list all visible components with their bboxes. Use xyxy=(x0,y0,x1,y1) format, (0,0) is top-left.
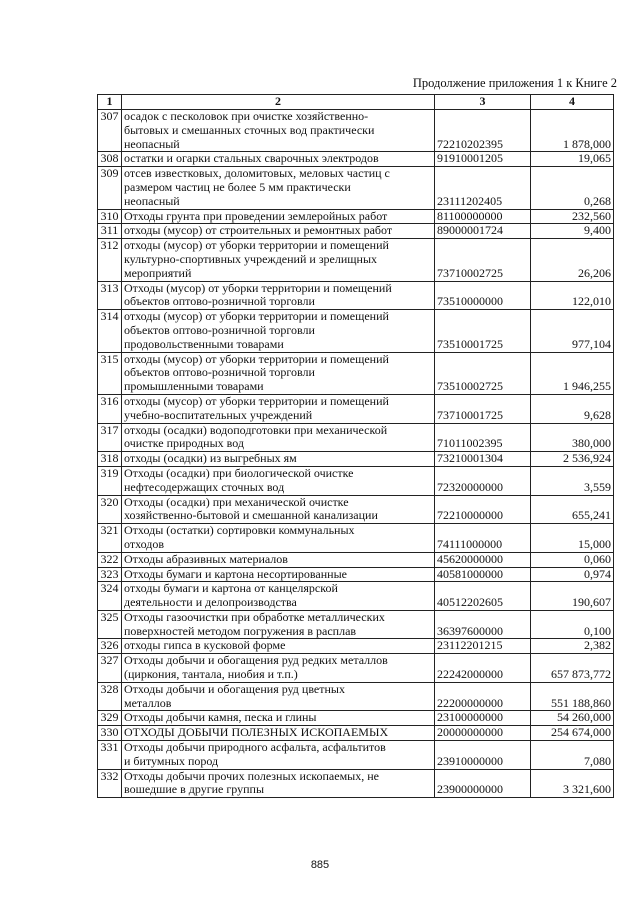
waste-name xyxy=(122,452,435,467)
waste-name xyxy=(122,769,435,798)
waste-name-line: очистке природных вод xyxy=(124,436,245,451)
table-row xyxy=(98,582,614,611)
waste-code: 73210001304 xyxy=(435,452,531,467)
waste-name xyxy=(122,310,435,352)
waste-name-line: Отходы бумаги и картона несортированные xyxy=(124,566,347,581)
row-number: 316 xyxy=(98,394,122,423)
waste-amount: 380,000 xyxy=(531,423,614,452)
waste-code: 73710002725 xyxy=(435,239,531,281)
waste-name xyxy=(122,239,435,281)
row-number: 311 xyxy=(98,224,122,239)
waste-name xyxy=(122,654,435,683)
waste-name-line: вошедшие в другие группы xyxy=(124,782,265,797)
waste-name-line: металлов xyxy=(124,695,172,710)
waste-amount: 0,974 xyxy=(531,567,614,582)
waste-name-line: отходы (мусор) от уборки территории и помещений xyxy=(124,351,389,366)
waste-name-line: Отходы (мусор) от уборки территории и помещений xyxy=(124,280,392,295)
row-number: 332 xyxy=(98,769,122,798)
waste-name-line: мероприятий xyxy=(124,265,192,280)
waste-amount: 232,560 xyxy=(531,209,614,224)
waste-name xyxy=(122,639,435,654)
waste-name-line: отходов xyxy=(124,536,165,551)
waste-name-line: Отходы добычи и обогащения руд редких металлов xyxy=(124,653,388,668)
waste-name-line: осадок с песколовок при очистке хозяйственно- xyxy=(124,109,369,123)
waste-code: 23910000000 xyxy=(435,741,531,770)
header-col-number: 1 xyxy=(98,95,122,110)
waste-amount: 977,104 xyxy=(531,310,614,352)
waste-name-line: и битумных пород xyxy=(124,753,219,768)
waste-amount: 655,241 xyxy=(531,495,614,524)
table-row xyxy=(98,394,614,423)
row-number: 331 xyxy=(98,741,122,770)
row-number: 325 xyxy=(98,610,122,639)
waste-amount: 19,065 xyxy=(531,152,614,167)
header-row xyxy=(98,95,614,110)
table-caption: Продолжение приложения 1 к Книге 2 xyxy=(412,76,617,90)
waste-name-line: ОТХОДЫ ДОБЫЧИ ПОЛЕЗНЫХ ИСКОПАЕМЫХ xyxy=(124,725,389,740)
row-number: 310 xyxy=(98,209,122,224)
row-number: 320 xyxy=(98,495,122,524)
row-number: 321 xyxy=(98,524,122,553)
table-row xyxy=(98,682,614,711)
waste-code: 45620000000 xyxy=(435,552,531,567)
row-number: 324 xyxy=(98,582,122,611)
waste-name xyxy=(122,711,435,726)
table-row xyxy=(98,495,614,524)
waste-amount: 3 321,600 xyxy=(531,769,614,798)
waste-name xyxy=(122,524,435,553)
row-number: 315 xyxy=(98,352,122,394)
row-number: 322 xyxy=(98,552,122,567)
waste-name-line: Отходы добычи прочих полезных ископаемых, не xyxy=(124,768,379,783)
row-number: 330 xyxy=(98,726,122,741)
waste-name xyxy=(122,224,435,239)
waste-name xyxy=(122,394,435,423)
row-number: 317 xyxy=(98,423,122,452)
waste-code: 91910001205 xyxy=(435,152,531,167)
waste-name xyxy=(122,466,435,495)
waste-name-line: объектов оптово-розничной торговли xyxy=(124,294,315,309)
table-row xyxy=(98,654,614,683)
waste-name xyxy=(122,741,435,770)
waste-amount: 9,400 xyxy=(531,224,614,239)
waste-amount: 1 878,000 xyxy=(531,110,614,152)
waste-amount: 26,206 xyxy=(531,239,614,281)
waste-name-line: Отходы газоочистки при обработке металлических xyxy=(124,609,385,624)
waste-amount: 15,000 xyxy=(531,524,614,553)
waste-code: 23900000000 xyxy=(435,769,531,798)
waste-name xyxy=(122,152,435,167)
waste-amount: 9,628 xyxy=(531,394,614,423)
waste-code: 73510002725 xyxy=(435,352,531,394)
waste-name-line: промышленными товарами xyxy=(124,379,264,394)
waste-name-line: Отходы грунта при проведении землеройных работ xyxy=(124,208,388,223)
row-number: 314 xyxy=(98,310,122,352)
waste-code: 23100000000 xyxy=(435,711,531,726)
waste-name-line: размером частиц не более 5 мм практически xyxy=(124,179,351,194)
table-row xyxy=(98,726,614,741)
waste-name xyxy=(122,682,435,711)
waste-name-line: неопасный xyxy=(124,136,180,151)
waste-name-line: Отходы добычи природного асфальта, асфальтитов xyxy=(124,740,386,755)
waste-name-line: неопасный xyxy=(124,193,180,208)
waste-name-line: Отходы абразивных материалов xyxy=(124,551,288,566)
table-row xyxy=(98,209,614,224)
waste-code: 81100000000 xyxy=(435,209,531,224)
waste-name xyxy=(122,582,435,611)
table-row xyxy=(98,167,614,209)
waste-name-line: объектов оптово-розничной торговли xyxy=(124,365,315,380)
table-row xyxy=(98,567,614,582)
waste-amount: 3,559 xyxy=(531,466,614,495)
waste-name-line: отходы гипса в кусковой форме xyxy=(124,638,286,653)
waste-name-line: Отходы (осадки) при механической очистке xyxy=(124,494,349,509)
table-row xyxy=(98,110,614,152)
header-col-code: 3 xyxy=(435,95,531,110)
table-row xyxy=(98,224,614,239)
waste-code: 71011002395 xyxy=(435,423,531,452)
table-row xyxy=(98,524,614,553)
table-row xyxy=(98,741,614,770)
waste-name-line: Отходы (осадки) при биологической очистке xyxy=(124,465,354,480)
waste-amount: 190,607 xyxy=(531,582,614,611)
waste-code: 73710001725 xyxy=(435,394,531,423)
table-row xyxy=(98,281,614,310)
waste-code: 72210202395 xyxy=(435,110,531,152)
waste-name-line: остатки и огарки стальных сварочных электродов xyxy=(124,151,379,166)
row-number: 308 xyxy=(98,152,122,167)
waste-code: 73510001725 xyxy=(435,310,531,352)
waste-code: 40581000000 xyxy=(435,567,531,582)
waste-amount: 2,382 xyxy=(531,639,614,654)
waste-name-line: учебно-воспитательных учреждений xyxy=(124,407,313,422)
table-row xyxy=(98,452,614,467)
table-row xyxy=(98,152,614,167)
row-number: 323 xyxy=(98,567,122,582)
waste-name-line: отходы (осадки) водоподготовки при механической xyxy=(124,422,388,437)
waste-code: 23111202405 xyxy=(435,167,531,209)
waste-name-line: (циркония, тантала, ниобия и т.п.) xyxy=(124,667,298,682)
table-row xyxy=(98,239,614,281)
table-row xyxy=(98,610,614,639)
waste-name-line: продовольственными товарами xyxy=(124,336,284,351)
row-number: 309 xyxy=(98,167,122,209)
table-row xyxy=(98,769,614,798)
waste-amount: 551 188,860 xyxy=(531,682,614,711)
waste-name-line: объектов оптово-розничной торговли xyxy=(124,322,315,337)
table-row xyxy=(98,466,614,495)
waste-amount: 0,268 xyxy=(531,167,614,209)
waste-code: 40512202605 xyxy=(435,582,531,611)
waste-code: 22242000000 xyxy=(435,654,531,683)
waste-table xyxy=(97,94,614,798)
waste-code: 22200000000 xyxy=(435,682,531,711)
waste-name xyxy=(122,610,435,639)
waste-code: 89000001724 xyxy=(435,224,531,239)
table-row xyxy=(98,352,614,394)
row-number: 319 xyxy=(98,466,122,495)
waste-amount: 254 674,000 xyxy=(531,726,614,741)
waste-name-line: отсев известковых, доломитовых, меловых частиц с xyxy=(124,166,390,181)
waste-name xyxy=(122,726,435,741)
waste-amount: 54 260,000 xyxy=(531,711,614,726)
waste-name xyxy=(122,567,435,582)
header-col-name: 2 xyxy=(122,95,435,110)
waste-amount: 0,100 xyxy=(531,610,614,639)
waste-name xyxy=(122,167,435,209)
waste-code: 20000000000 xyxy=(435,726,531,741)
row-number: 313 xyxy=(98,281,122,310)
waste-name-line: хозяйственно-бытовой и смешанной канализации xyxy=(124,508,378,523)
row-number: 328 xyxy=(98,682,122,711)
waste-name-line: отходы (мусор) от строительных и ремонтных работ xyxy=(124,223,393,238)
table-row xyxy=(98,711,614,726)
waste-amount: 1 946,255 xyxy=(531,352,614,394)
waste-code: 36397600000 xyxy=(435,610,531,639)
waste-amount: 122,010 xyxy=(531,281,614,310)
table-row xyxy=(98,639,614,654)
waste-name-line: отходы (мусор) от уборки территории и помещений xyxy=(124,238,389,253)
waste-name xyxy=(122,423,435,452)
waste-name xyxy=(122,495,435,524)
row-number: 329 xyxy=(98,711,122,726)
row-number: 326 xyxy=(98,639,122,654)
waste-amount: 657 873,772 xyxy=(531,654,614,683)
waste-name-line: Отходы добычи камня, песка и глины xyxy=(124,710,317,725)
waste-code: 73510000000 xyxy=(435,281,531,310)
row-number: 312 xyxy=(98,239,122,281)
waste-name-line: отходы (мусор) от уборки территории и помещений xyxy=(124,309,389,324)
waste-name-line: Отходы добычи и обогащения руд цветных xyxy=(124,681,345,696)
waste-name-line: поверхностей методом погружения в расплав xyxy=(124,623,357,638)
waste-name xyxy=(122,352,435,394)
waste-code: 74111000000 xyxy=(435,524,531,553)
waste-amount: 2 536,924 xyxy=(531,452,614,467)
table-header xyxy=(98,95,614,110)
waste-name xyxy=(122,110,435,152)
waste-name-line: бытовых и смешанных сточных вод практически xyxy=(124,122,375,137)
waste-name-line: деятельности и делопроизводства xyxy=(124,595,297,610)
header-col-amount: 4 xyxy=(531,95,614,110)
waste-amount: 0,060 xyxy=(531,552,614,567)
waste-name-line: отходы (мусор) от уборки территории и помещений xyxy=(124,393,389,408)
table-row xyxy=(98,423,614,452)
page-number: 885 xyxy=(310,859,330,871)
waste-name-line: Отходы (остатки) сортировки коммунальных xyxy=(124,523,355,538)
waste-code: 72210000000 xyxy=(435,495,531,524)
waste-name xyxy=(122,552,435,567)
table-row xyxy=(98,310,614,352)
table-row xyxy=(98,552,614,567)
row-number: 327 xyxy=(98,654,122,683)
waste-name-line: культурно-спортивных учреждений и зрелищных xyxy=(124,251,378,266)
waste-name-line: отходы (осадки) из выгребных ям xyxy=(124,451,297,466)
waste-code: 72320000000 xyxy=(435,466,531,495)
table-body xyxy=(98,110,614,798)
waste-name-line: нефтесодержащих сточных вод xyxy=(124,479,285,494)
waste-amount: 7,080 xyxy=(531,741,614,770)
waste-name xyxy=(122,281,435,310)
waste-code: 23112201215 xyxy=(435,639,531,654)
waste-name xyxy=(122,209,435,224)
waste-name-line: отходы бумаги и картона от канцелярской xyxy=(124,581,338,596)
row-number: 307 xyxy=(98,110,122,152)
row-number: 318 xyxy=(98,452,122,467)
